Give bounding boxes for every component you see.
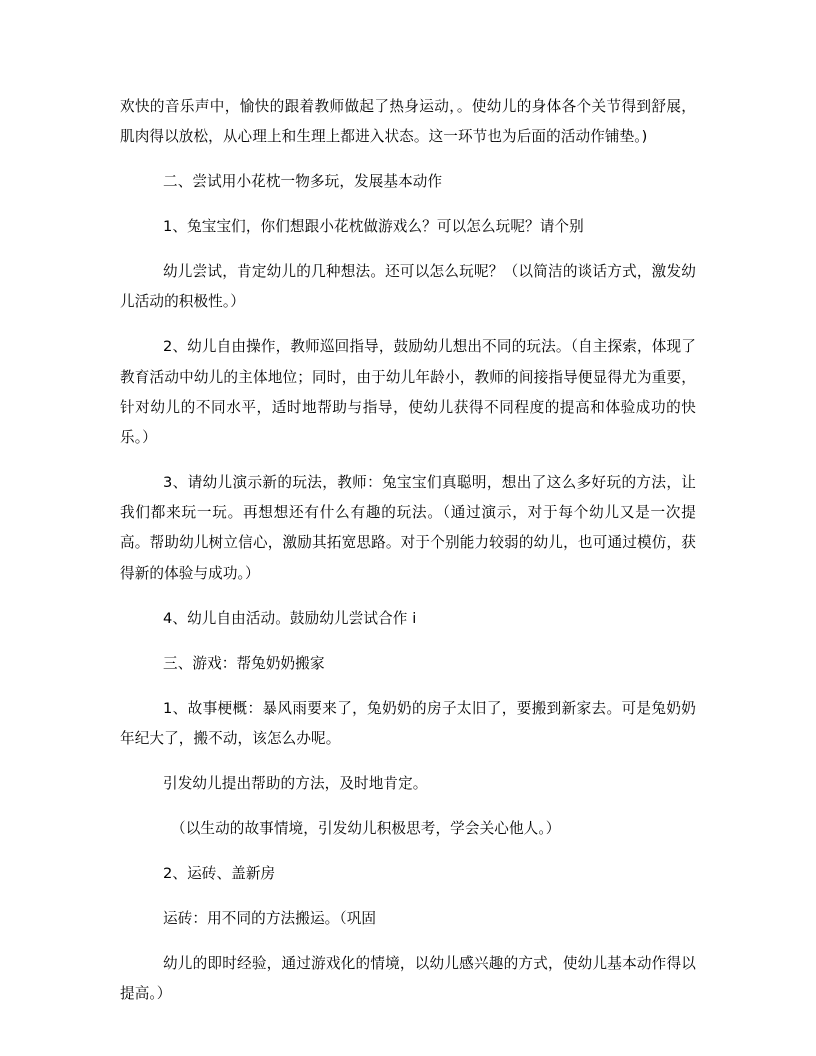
- paragraph-step-3-2: 2、运砖、盖新房: [163, 864, 276, 882]
- paragraph-carry-bricks-note: 幼儿的即时经验，通过游戏化的情境，以幼儿感兴趣的方式，使幼儿基本动作得以提高。）: [120, 954, 696, 1003]
- paragraph-step-2-3: 3、请幼儿演示新的玩法，教师：兔宝宝们真聪明，想出了这么多好玩的方法，让我们都来玩一玩。再想想还有什么有趣的玩法。（通过演示，对于每个幼儿又是一次提高。帮助幼儿树立信心，激励其拓宽思路。对于个别能力较弱的幼儿，也可通过模仿，获得新的体验与成功。）: [120, 474, 696, 582]
- paragraph-carry-bricks: 运砖：用不同的方法搬运。（巩固: [163, 909, 377, 927]
- paragraph-step-2-2: 2、幼儿自由操作，教师巡回指导，鼓励幼儿想出不同的玩法。（自主探索，体现了教育活动中幼儿的主体地位；同时，由于幼儿年龄小，教师的间接指导便显得尤为重要，针对幼儿的不同水平，适时地帮助与指导，使幼儿获得不同程度的提高和体验成功的快乐。）: [120, 338, 696, 447]
- paragraph-step-3-1: 1、故事梗概：暴风雨要来了，兔奶奶的房子太旧了，要搬到新家去。可是兔奶奶年纪大了，搬不动，该怎么办呢。: [120, 699, 696, 747]
- paragraph-step-2-4: 4、幼儿自由活动。鼓励幼儿尝试合作 i: [163, 609, 417, 627]
- paragraph-step-2-1: 1、兔宝宝们，你们想跟小花枕做游戏么？可以怎么玩呢？请个别: [163, 218, 584, 236]
- document-body: [120, 92, 696, 1024]
- section-heading-3: 三、游戏：帮兔奶奶搬家: [163, 654, 325, 672]
- paragraph-step-3-1-note: （以生动的故事情境，引发幼儿积极思考，学会关心他人。）: [171, 819, 561, 837]
- paragraph-warmup-continued: 欢快的音乐声中，愉快的跟着教师做起了热身运动，。使幼儿的身体各个关节得到舒展，肌肉得以放松，从心理上和生理上都进入状态。这一环节也为后面的活动作铺垫。): [120, 98, 696, 146]
- paragraph-step-2-1-continued: 幼儿尝试，肯定幼儿的几种想法。还可以怎么玩呢？（以简洁的谈话方式，激发幼儿活动的积极性。）: [120, 263, 696, 311]
- paragraph-step-3-1-response: 引发幼儿提出帮助的方法，及时地肯定。: [163, 774, 428, 792]
- section-heading-2: 二、尝试用小花枕一物多玩，发展基本动作: [163, 173, 443, 191]
